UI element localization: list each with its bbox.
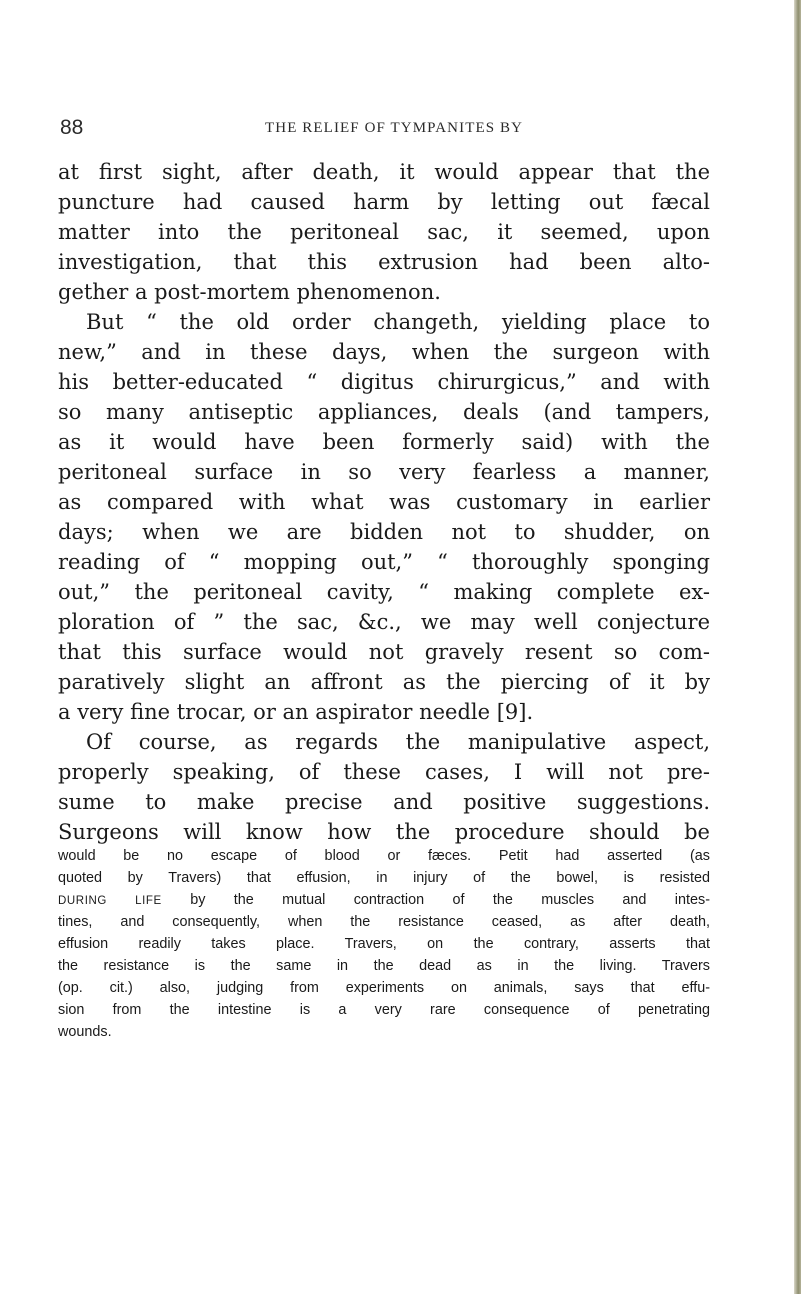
page-edge [794, 0, 801, 1294]
text-line: But “ the old order changeth, yielding place to [86, 310, 710, 334]
text-line: properly speaking, of these cases, I will not pre- [58, 760, 710, 784]
text-line: sume to make precise and positive suggestions. [58, 790, 710, 814]
page-header [60, 116, 620, 146]
text-line: days; when we are bidden not to shudder, on [58, 520, 710, 544]
small-caps-text: DURING LIFE [58, 895, 162, 907]
text-line: new,” and in these days, when the surgeon with [58, 340, 710, 364]
footnote [58, 845, 710, 1043]
text-line: at first sight, after death, it would appear that the [58, 160, 710, 184]
text-line: matter into the peritoneal sac, it seemed, upon [58, 220, 710, 244]
text-line: so many antiseptic appliances, deals (and tampers, [58, 400, 710, 424]
footnote-line: effusion readily takes place. Travers, on the contrary, asserts that [58, 936, 710, 952]
footnote-line: sion from the intestine is a very rare consequence of penetrating [58, 1002, 710, 1018]
text-line: Of course, as regards the manipulative aspect, [86, 730, 710, 754]
footnote-line: would be no escape of blood or fæces. Petit had asserted (as [58, 848, 710, 864]
text-line: Surgeons will know how the procedure should be [58, 820, 710, 844]
text-line: his better-educated “ digitus chirurgicus,” and with [58, 370, 710, 394]
footnote-text: by the mutual contraction of the muscles and intes- [161, 892, 710, 908]
text-line: puncture had caused harm by letting out fæcal [58, 190, 710, 214]
text-line: ploration of ” the sac, &c., we may well conjecture [58, 610, 710, 634]
text-line: as it would have been formerly said) with the [58, 430, 710, 454]
text-line: out,” the peritoneal cavity, “ making complete ex- [58, 580, 710, 604]
footnote-line: wounds. [58, 1024, 112, 1040]
footnote-line: (op. cit.) also, judging from experiments on animals, says that effu- [58, 980, 710, 996]
text-line: reading of “ mopping out,” “ thoroughly sponging [58, 550, 710, 574]
text-line: a very fine trocar, or an aspirator needle [9]. [58, 700, 534, 724]
text-line: paratively slight an affront as the piercing of it by [58, 670, 710, 694]
text-line: gether a post-mortem phenomenon. [58, 280, 441, 304]
footnote-line [58, 889, 710, 911]
footnote-line: tines, and consequently, when the resistance ceased, as after death, [58, 914, 710, 930]
footnote-line: quoted by Travers) that effusion, in injury of the bowel, is resisted [58, 870, 710, 886]
text-line: that this surface would not gravely resent so com- [58, 640, 710, 664]
text-line: peritoneal surface in so very fearless a manner, [58, 460, 710, 484]
footnote-line: the resistance is the same in the dead as in the living. Travers [58, 958, 710, 974]
text-line: as compared with what was customary in earlier [58, 490, 710, 514]
page-number: 88 [60, 116, 84, 139]
text-line: investigation, that this extrusion had been alto- [58, 250, 710, 274]
running-title: THE RELIEF OF TYMPANITES BY [265, 120, 524, 136]
body-text [58, 157, 710, 847]
